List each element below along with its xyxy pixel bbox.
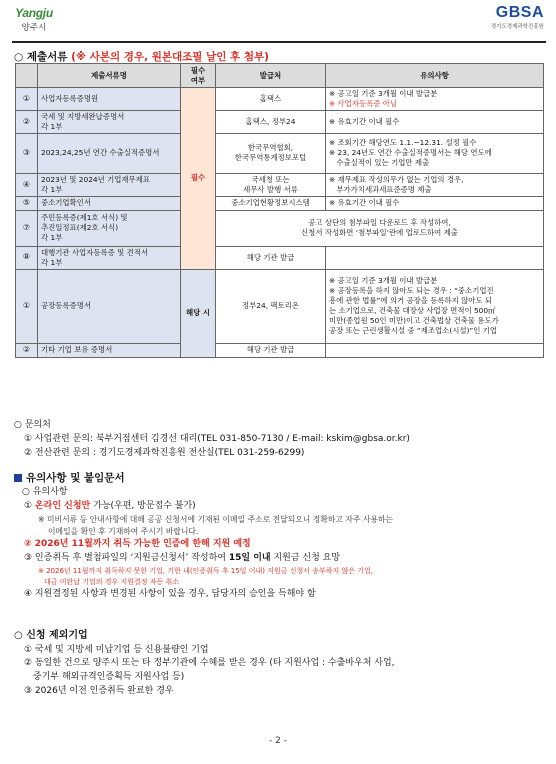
online-only-text: 온라인 신청만 [34,501,91,512]
row-number: ② [16,343,38,357]
header-required: 필수 여부 [181,64,216,88]
row-number: ④ [16,173,38,196]
doc-name: 국세 및 지방세완납증명서 각 1부 [38,110,181,133]
note-line: ※ 유효기간 이내 필수 [329,116,400,126]
deadline-text: 15일 이내 [228,553,271,564]
notes-cell [326,269,544,343]
item-text: 가능(우편, 방문접수 불가) [90,501,196,512]
exclusion-title: ○ 신청 제외기업 [14,630,88,641]
yangju-logo [14,6,54,33]
table-row [16,173,544,196]
issuer: 정부24, 팩토리온 [216,269,326,343]
notes-item-2: ② 2026년 11월까지 취득 가능한 인증에 한해 지원 예정 [24,539,251,550]
notes-item-1-note: 이메일을 확인 후 기재하여 주시기 바랍니다. [48,527,199,537]
issuer: 한국무역협회, 한국무역통계정보포털 [216,133,326,173]
issuer: 중소기업현황정보시스템 [216,196,326,210]
doc-name: 2023,24,25년 연간 수출실적증명서 [38,133,181,173]
notes-item-3-warning: 대금 미완납 기업의 경우 지원결정 자동 취소 [44,578,180,587]
row-number: ③ [16,133,38,173]
exclusion-item: ② 동일한 건으로 양주시 또는 타 정부기관에 수혜를 받은 경우 (타 지원사업 : 수출바우처 사업, [24,658,395,669]
notes-cell [326,196,544,210]
conditional-flag: 해당 시 [181,269,216,357]
doc-name: 사업자등록증명원 [38,88,181,111]
required-flag: 필수 [181,88,216,270]
section-bullet: ○ [14,51,24,63]
contact-title: ○ 문의처 [14,420,51,430]
notes-cell [326,246,544,269]
notes-cell [326,343,544,357]
gbsa-logo-ko: 경기도경제과학진흥원 [490,24,544,30]
submission-docs-table [15,63,544,358]
notes-item-4: ④ 지원결정된 사항과 변경된 사항이 있을 경우, 담당자의 승인을 득해야 함 [24,588,316,599]
yangju-logo-ko: 양주시 [21,23,47,33]
issuer: 홈택스 [216,88,326,111]
exclusion-item: ① 국세 및 지방세 미납기업 등 신용불량인 기업 [24,644,209,655]
contact-section [14,419,410,461]
note-line-red: ※ 사업자등록증 아님 [329,98,398,108]
notes-subtitle: ○ 유의사항 [22,487,68,498]
header-divider [12,41,546,43]
table-row [16,196,544,210]
note-line: ※ 23, 24년도 연간 수출실적증명서는 해당 연도에 수출실적이 있는 기업만 제출 [329,148,492,168]
notes-cell [326,110,544,133]
exclusion-item: 중기부 해외규격인증획득 지원사업 등) [24,672,185,683]
issuer: 국세청 또는 세무사 발행 서류 [216,173,326,196]
page-number: - 2 - [269,736,287,746]
note-line: ※ 조회기간 해당연도 1.1.~12.31. 설정 필수 [329,138,477,148]
notes-item-1-note: ※ 미비서류 등 안내사항에 대해 공공 신청서에 기재된 이메일 주소로 전달되오니 정확하고 자주 사용하는 [38,515,394,525]
notes-section-title [14,470,393,486]
row-number: ⑤ [16,196,38,210]
square-bullet-icon [14,474,22,482]
note-line: ※ 공장등록을 하지 않아도 되는 경우 : “중소기업진 흥에 관한 법률”에 의거 공장을 등록하지 않아도 되 는 소기업으로, 건축물 대장상 사업장 면적이 500㎡ 미만(종업원 50인 미만)이고 건축법상 건축물 용도가 공장 또는 근린생활시설 중 “제조업소(시설)”인 기업 [329,286,499,336]
item-text: ③ 인증취득 후 별첨파일의 ‘지원금신청서’ 작성하여 [24,553,229,564]
header-doc-name: 제출서류명 [38,64,181,88]
notes-section [14,470,393,602]
notes-cell [326,88,544,111]
header-issuer: 발급처 [216,64,326,88]
table-row [16,246,544,269]
exclusion-section [14,628,395,699]
table-row [16,110,544,133]
notes-item-1 [14,500,393,514]
table-row [16,133,544,173]
doc-name: 중소기업확인서 [38,196,181,210]
yangju-logo-en: Yangju [15,6,53,20]
header-notes: 유의사항 [326,64,544,88]
submission-docs-title [14,49,269,64]
row-number: ① [16,269,38,343]
table-row [16,343,544,357]
table-header-row [16,64,544,88]
notes-cell [326,133,544,173]
doc-name: 2023년 및 2024년 기업재무제표 각 1부 [38,173,181,196]
page-header [0,0,556,40]
contact-item: ② 전산관련 문의 : 경기도경제과학진흥원 전산실(TEL 031-259-6299) [24,447,305,458]
gbsa-logo-en: GBSA [495,4,544,21]
note-line: ※ 유효기간 이내 필수 [329,198,400,208]
table-row [16,269,544,343]
doc-name: 대행기관 사업자등록증 및 견적서 각 1부 [38,246,181,269]
row-number: ⑧ [16,246,38,269]
note-line: ※ 공고일 기준 3개월 이내 발급분 [329,276,438,286]
contact-item: ① 사업관련 문의: 북부거점센터 김경선 대리(TEL 031-850-7130 / E-mail: kskim@gbsa.or.kr) [24,433,410,444]
doc-name: 기타 기업 보유 증명서 [38,343,181,357]
row-number: ② [16,110,38,133]
note-line: 공고 상단의 첨부파일 다운로드 후 작성하여, 신청서 작성화면 ‘첨부파일’란에 업로드하여 제출 [301,218,458,238]
notes-cell [326,173,544,196]
issuer: 홈택스, 정부24 [216,110,326,133]
gbsa-logo [491,4,544,30]
issuer: 해당 기관 발급 [216,246,326,269]
table-row [16,210,544,246]
header-num [16,64,38,88]
section-title-note: (※ 사본의 경우, 원본대조필 날인 후 첨부) [71,51,269,63]
notes-item-3 [14,552,393,566]
issuer: 해당 기관 발급 [216,343,326,357]
row-number: ⑦ [16,210,38,246]
note-line: ※ 재무제표 작성의무가 없는 기업의 경우, 부가가치세과세표준증명 제출 [329,174,464,194]
doc-name: 주민등록증(제1호 서식) 및 추진일정표(제2호 서식) 각 1부 [38,210,181,246]
item-num: ① [24,501,33,512]
section-title-text: 제출서류 [26,51,68,63]
item-text: 지원금 신청 요망 [270,553,341,564]
exclusion-item: ③ 2026년 이전 인증취득 완료한 경우 [24,686,174,697]
note-line: ※ 공고일 기준 3개월 이내 발급분 [329,89,438,98]
template-download-note [216,210,544,246]
notes-item-3-warning: ※ 2026년 11월까지 취득하지 못한 기업, 기한 내(인증취득 후 15일 이내) 지원금 신청서 송부하지 않은 기업, [38,567,373,576]
row-number: ① [16,88,38,111]
doc-name: 공장등록증명서 [38,269,181,343]
notes-title-text: 유의사항 및 붙임문서 [26,472,125,484]
table-row [16,88,544,111]
